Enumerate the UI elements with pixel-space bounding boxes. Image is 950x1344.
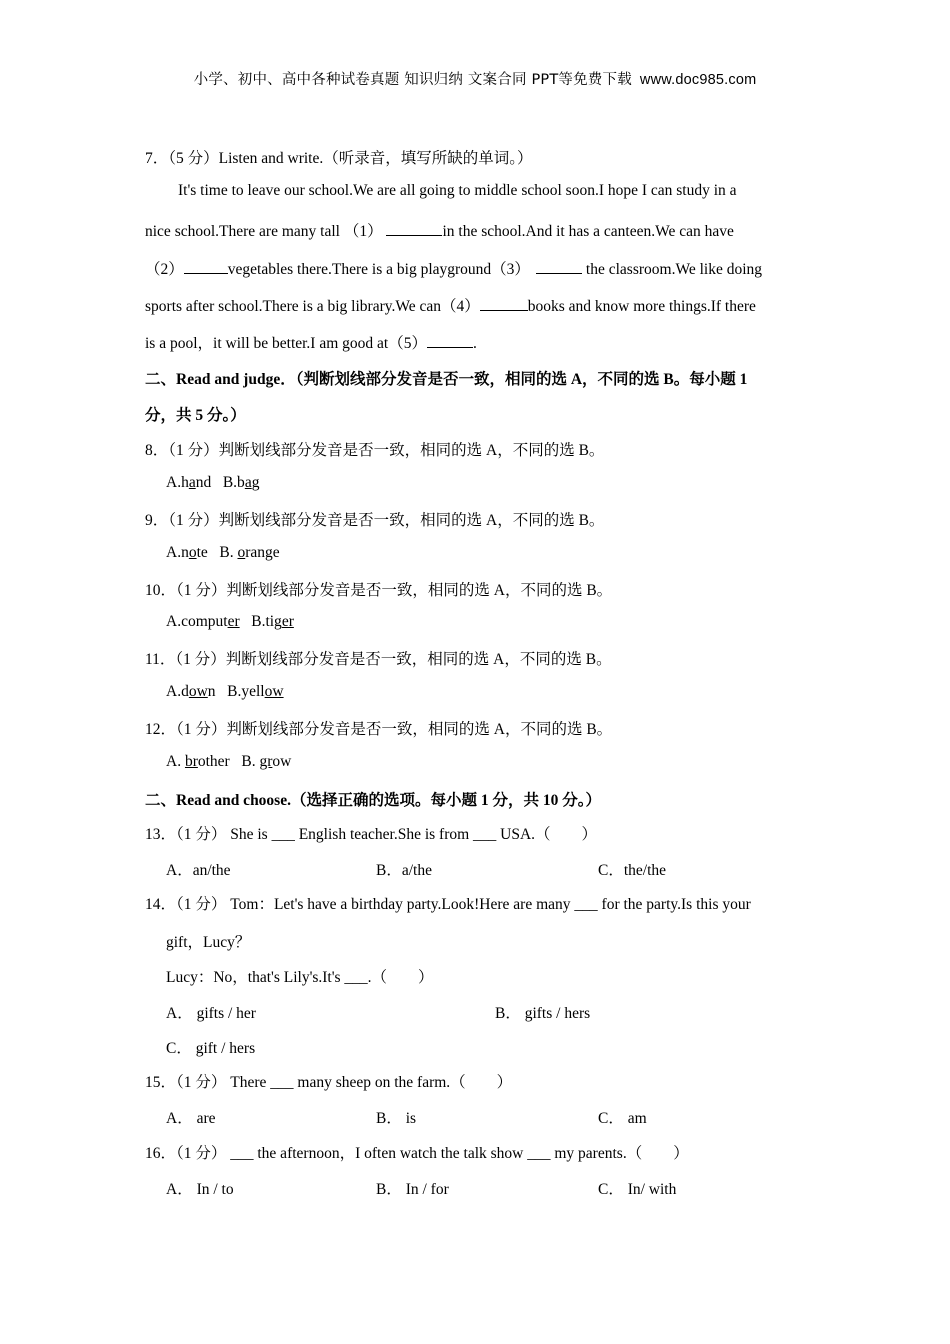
q14-option-c[interactable]: C． gift / hers [166, 1040, 256, 1057]
q9-stem: 9．（1 分）判断划线部分发音是否一致，相同的选 A，不同的选 B。 [145, 512, 605, 529]
q7-line5: is a pool，it will be better.I am good at（5） . [145, 335, 477, 352]
q15-stem: 15．（1 分） There ___ many sheep on the farm.（ ） [145, 1074, 513, 1091]
q14-stem-line2: gift，Lucy？ [166, 934, 251, 951]
header-text: 小学、初中、高中各种试卷真题 知识归纳 文案合同 PPT等免费下载 [193, 72, 632, 88]
q16-option-b[interactable]: B． In / for [376, 1181, 449, 1198]
blank-2[interactable] [184, 260, 228, 274]
q14-option-b[interactable]: B． gifts / hers [495, 1005, 591, 1022]
blank-1[interactable] [386, 222, 442, 236]
blank-5[interactable] [427, 334, 473, 348]
q9-options: A.note B. orange [166, 544, 280, 561]
q10-stem: 10．（1 分）判断划线部分发音是否一致，相同的选 A，不同的选 B。 [145, 582, 613, 599]
q16-stem: 16．（1 分） ___ the afternoon，I often watch the talk show ___ my parents.（ ） [145, 1145, 689, 1162]
q8-options: A.hand B.bag [166, 474, 260, 491]
q10-options: A.computer B.tiger [166, 613, 294, 630]
q13-option-a[interactable]: A．an/the [166, 862, 231, 879]
section-judge-title-cont: 分，共 5 分。） [145, 407, 246, 424]
q16-option-a[interactable]: A． In / to [166, 1181, 234, 1198]
q7-head: 7．（5 分）Listen and write.（听录音，填写所缺的单词。） [145, 150, 533, 167]
q15-option-c[interactable]: C． am [598, 1110, 647, 1127]
section-judge-title: 二、Read and judge．（判断划线部分发音是否一致，相同的选 A，不同的选 B。每小题 1 [145, 371, 748, 388]
q15-option-a[interactable]: A． are [166, 1110, 216, 1127]
q11-stem: 11．（1 分）判断划线部分发音是否一致，相同的选 A，不同的选 B。 [145, 651, 612, 668]
q14-option-a[interactable]: A． gifts / her [166, 1005, 256, 1022]
q15-option-b[interactable]: B． is [376, 1110, 417, 1127]
q13-option-b[interactable]: B．a/the [376, 862, 432, 879]
q12-options: A. brother B. grow [166, 753, 292, 770]
q14-stem-line3: Lucy：No，that's Lily's.It's ___.（ ） [166, 969, 434, 986]
q7-line1: It's time to leave our school.We are all going to middle school soon.I hope I can study in a [178, 182, 737, 199]
q14-stem-line1: 14．（1 分） Tom：Let's have a birthday party.Look!Here are many ___ for the party.Is this your [145, 896, 751, 913]
q11-options: A.down B.yellow [166, 683, 284, 700]
blank-4[interactable] [480, 297, 528, 311]
q16-option-c[interactable]: C． In/ with [598, 1181, 677, 1198]
q8-stem: 8．（1 分）判断划线部分发音是否一致，相同的选 A，不同的选 B。 [145, 442, 605, 459]
header-site: www.doc985.com [639, 72, 757, 88]
q7-line3: （2） vegetables there.There is a big playground（3） the classroom.We like doing [145, 261, 763, 278]
q12-stem: 12．（1 分）判断划线部分发音是否一致，相同的选 A，不同的选 B。 [145, 721, 613, 738]
section-choose-title: 二、Read and choose.（选择正确的选项。每小题 1 分，共 10 分。） [145, 792, 601, 809]
q7-line4: sports after school.There is a big library.We can（4） books and know more things.If there [145, 298, 756, 315]
q13-stem: 13．（1 分） She is ___ English teacher.She is from ___ USA.（ ） [145, 826, 598, 843]
q13-option-c[interactable]: C．the/the [598, 862, 667, 879]
q7-line2: nice school.There are many tall （1） in the school.And it has a canteen.We can have [145, 223, 734, 240]
page-header [0, 68, 950, 89]
blank-3[interactable] [536, 260, 582, 274]
